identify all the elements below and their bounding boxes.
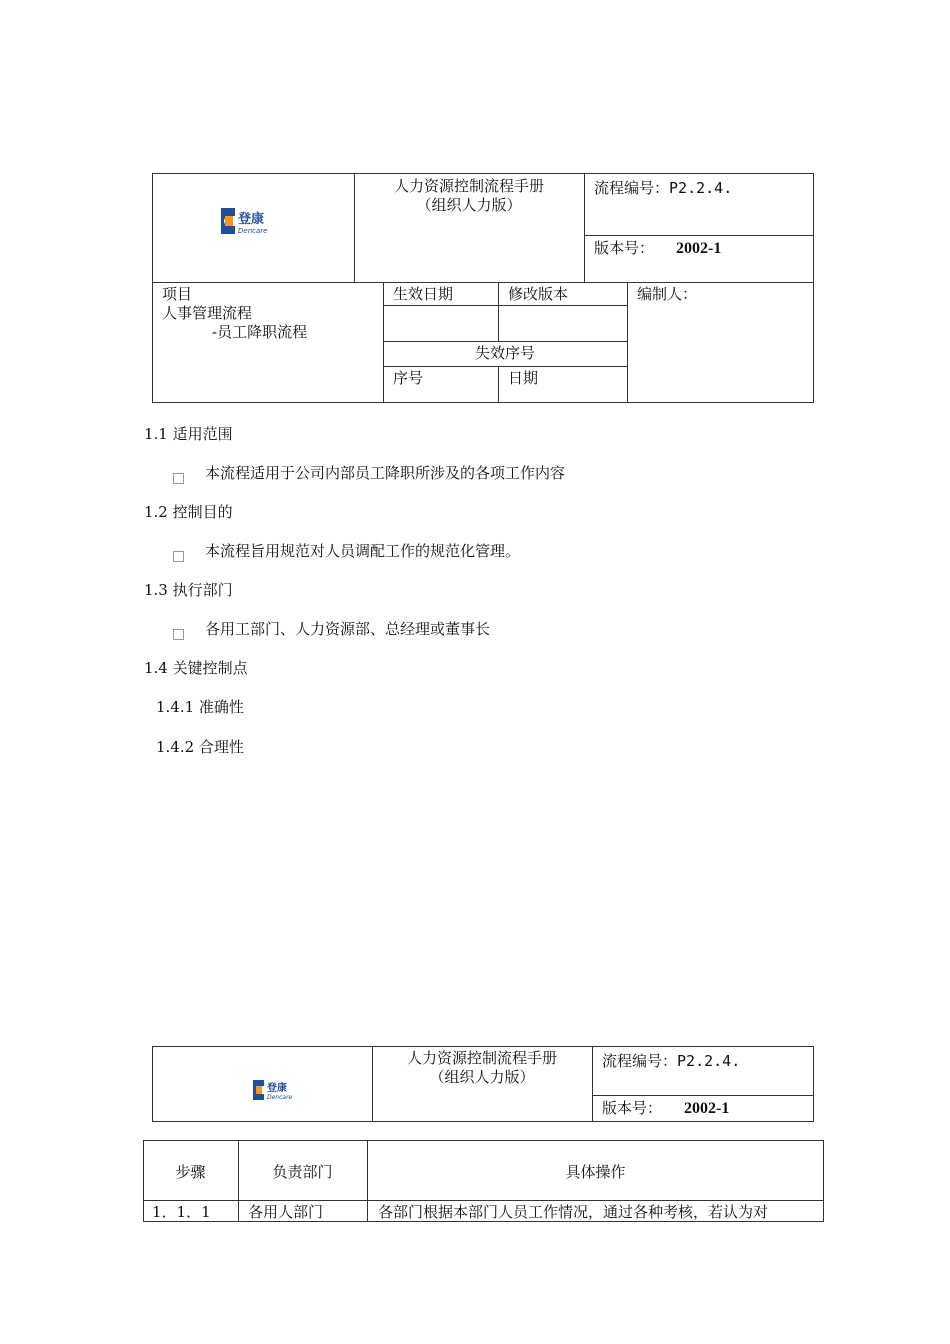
manual-title: 人力资源控制流程手册 xyxy=(393,177,544,195)
version-value: 2002-1 xyxy=(676,240,722,257)
section-bullet: 本流程旨用规范对人员调配工作的规范化管理。 xyxy=(205,542,521,560)
table-cell: 1．1．1 xyxy=(152,1203,211,1221)
checkbox-icon xyxy=(173,473,184,484)
svg-text:Dencare: Dencare xyxy=(238,227,268,235)
section-bullet: 各用工部门、人力资源部、总经理或董事长 xyxy=(205,620,491,638)
company-logo xyxy=(251,1078,307,1106)
manual-subtitle: （组织人力版） xyxy=(416,196,522,214)
flow-number-value: P2.2.4. xyxy=(669,179,733,197)
version-label: 版本号： xyxy=(594,239,655,257)
flow-number xyxy=(602,1051,740,1071)
svg-text:登康: 登康 xyxy=(267,1083,287,1094)
section-bullet: 本流程适用于公司内部员工降职所涉及的各项工作内容 xyxy=(205,464,566,482)
checkbox-icon xyxy=(173,629,184,640)
svg-text:Dencare: Dencare xyxy=(267,1094,293,1101)
date-label: 日期 xyxy=(508,369,539,387)
item-subname: -员工降职流程 xyxy=(212,323,308,341)
version-label: 版本号： xyxy=(602,1099,663,1117)
checkbox-icon xyxy=(173,551,184,562)
seq-label: 序号 xyxy=(393,369,424,387)
editor-label: 编制人： xyxy=(637,285,698,303)
effective-date-label: 生效日期 xyxy=(393,285,454,303)
column-header: 步骤 xyxy=(175,1163,206,1181)
flow-number-label: 流程编号： xyxy=(602,1052,678,1070)
section-heading: 1.1 适用范围 xyxy=(144,425,233,443)
table-cell: 各部门根据本部门人员工作情况，通过各种考核，若认为对 xyxy=(378,1203,769,1221)
flow-number xyxy=(594,178,732,198)
section-heading: 1.2 控制目的 xyxy=(144,503,233,521)
column-header: 具体操作 xyxy=(565,1163,626,1181)
flow-number-value: P2.2.4. xyxy=(677,1052,741,1070)
svg-text:登康: 登康 xyxy=(238,212,265,227)
company-logo xyxy=(218,205,274,241)
invalid-seq-label: 失效序号 xyxy=(474,344,535,362)
table-cell: 各用人部门 xyxy=(248,1203,324,1221)
subpoint: 1.4.2 合理性 xyxy=(156,738,244,756)
item-name: 人事管理流程 xyxy=(162,304,253,322)
manual-title: 人力资源控制流程手册 xyxy=(406,1049,557,1067)
flow-number-label: 流程编号： xyxy=(594,179,670,197)
section-heading: 1.4 关键控制点 xyxy=(144,659,248,677)
version-number xyxy=(594,238,721,259)
manual-subtitle: （组织人力版） xyxy=(429,1068,535,1086)
section-heading: 1.3 执行部门 xyxy=(144,581,233,599)
revised-version-label: 修改版本 xyxy=(508,285,569,303)
subpoint: 1.4.1 准确性 xyxy=(156,698,244,716)
version-number xyxy=(602,1098,729,1119)
item-label: 项目 xyxy=(162,285,193,303)
version-value: 2002-1 xyxy=(684,1100,730,1117)
column-header: 负责部门 xyxy=(272,1163,333,1181)
